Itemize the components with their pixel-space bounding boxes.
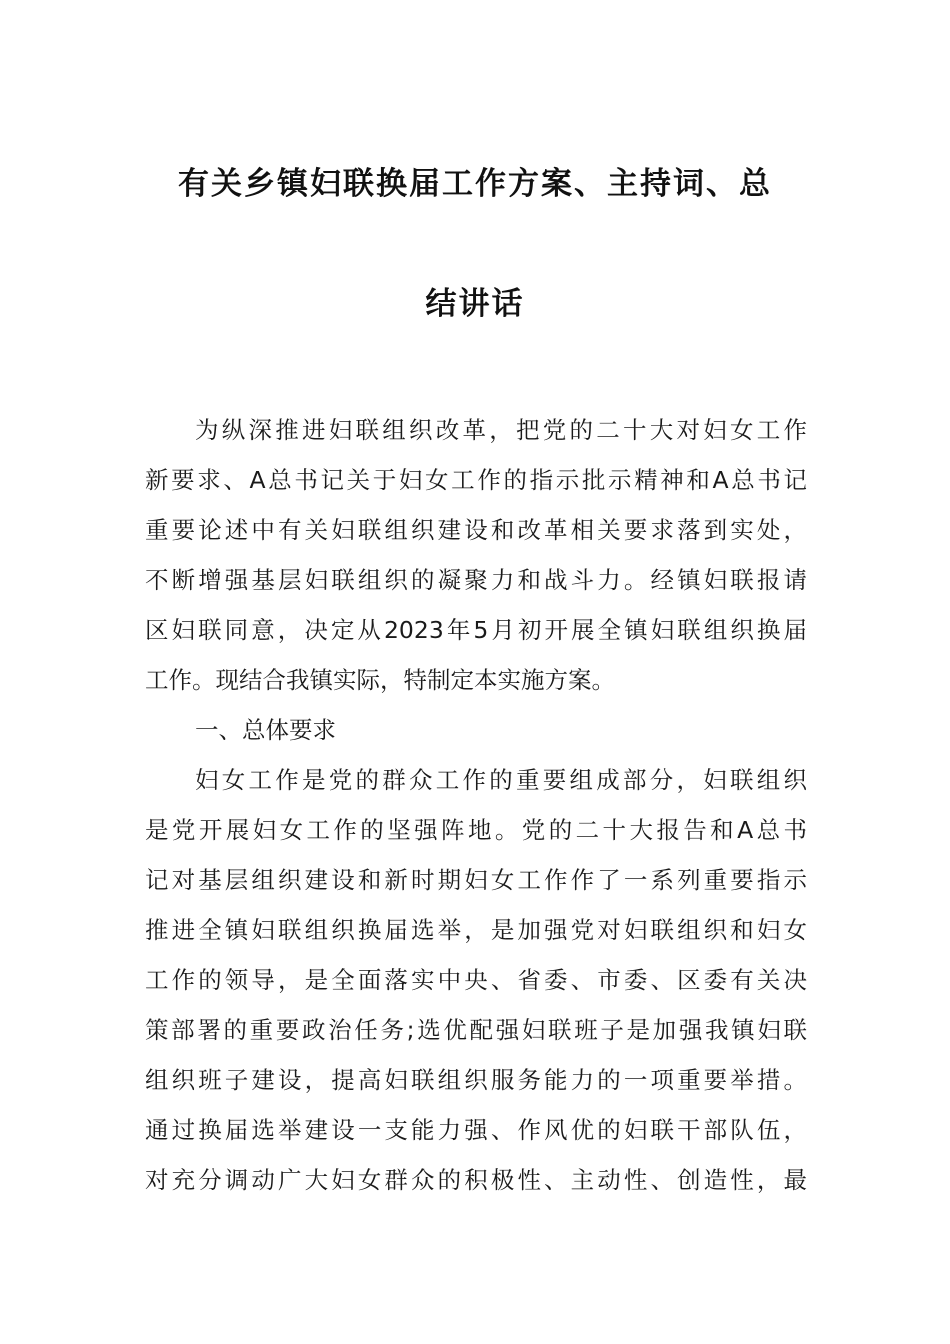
paragraph-2-line-6: 策部署的重要政治任务;选优配强妇联班子是加强我镇妇联: [145, 1016, 807, 1044]
paragraph-1-line-5: 区妇联同意，决定从2023年5月初开展全镇妇联组织换届: [145, 616, 807, 644]
paragraph-2-line-2: 是党开展妇女工作的坚强阵地。党的二十大报告和A总书: [145, 816, 807, 844]
paragraph-2-line-1: 妇女工作是党的群众工作的重要组成部分，妇联组织: [195, 766, 807, 794]
document-title-line-1: 有关乡镇妇联换届工作方案、主持词、总: [178, 166, 772, 202]
paragraph-1-line-2: 新要求、A总书记关于妇女工作的指示批示精神和A总书记: [145, 466, 807, 494]
paragraph-2-line-3: 记对基层组织建设和新时期妇女工作作了一系列重要指示: [145, 866, 807, 894]
paragraph-2-line-4: 推进全镇妇联组织换届选举，是加强党对妇联组织和妇女: [145, 916, 807, 944]
paragraph-2-line-5: 工作的领导，是全面落实中央、省委、市委、区委有关决: [145, 966, 807, 994]
paragraph-1-line-6: 工作。现结合我镇实际，特制定本实施方案。: [145, 666, 615, 694]
paragraph-2-line-9: 对充分调动广大妇女群众的积极性、主动性、创造性，最: [145, 1166, 807, 1194]
paragraph-2-line-8: 通过换届选举建设一支能力强、作风优的妇联干部队伍，: [145, 1116, 807, 1144]
paragraph-1-line-4: 不断增强基层妇联组织的凝聚力和战斗力。经镇妇联报请: [145, 566, 807, 594]
section-heading-1: 一、总体要求: [195, 716, 336, 744]
paragraph-2-line-7: 组织班子建设，提高妇联组织服务能力的一项重要举措。: [145, 1066, 807, 1094]
paragraph-1-line-1: 为纵深推进妇联组织改革，把党的二十大对妇女工作: [195, 416, 807, 444]
document-title-line-2: 结讲话: [425, 286, 525, 322]
paragraph-1-line-3: 重要论述中有关妇联组织建设和改革相关要求落到实处，: [145, 516, 807, 544]
